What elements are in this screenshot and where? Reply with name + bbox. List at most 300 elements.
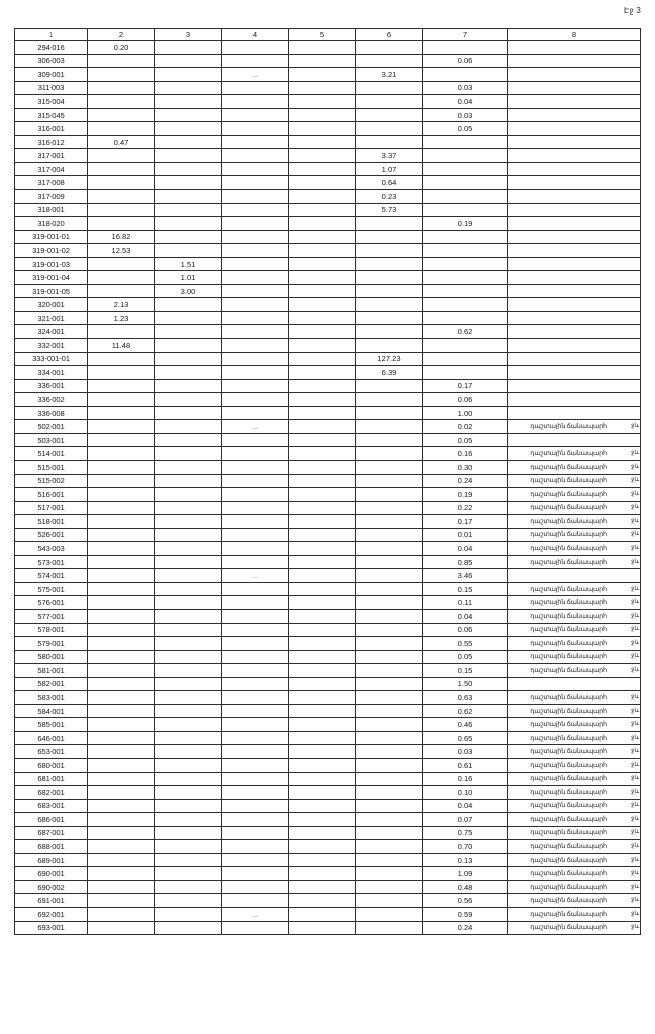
cell-c3	[155, 880, 222, 894]
cell-note	[508, 190, 641, 204]
table-row	[15, 813, 641, 827]
cell-c5	[289, 420, 356, 434]
cell-c2	[88, 867, 155, 881]
cell-c6	[356, 135, 423, 149]
note-tail: ջև	[631, 802, 639, 809]
cell-c7: 0.19	[423, 217, 508, 231]
cell-c6	[356, 677, 423, 691]
table-row	[15, 68, 641, 82]
table-row	[15, 108, 641, 122]
cell-c6	[356, 244, 423, 258]
cell-c3	[155, 664, 222, 678]
cell-c6	[356, 704, 423, 718]
cell-code: 574-001	[15, 569, 88, 583]
table-row	[15, 122, 641, 136]
cell-c3	[155, 758, 222, 772]
cell-code: 693-001	[15, 921, 88, 935]
cell-c4	[222, 162, 289, 176]
table-row	[15, 501, 641, 515]
cell-code: 317-008	[15, 176, 88, 190]
cell-c3	[155, 352, 222, 366]
note-tail: ջև	[631, 490, 639, 497]
table-row	[15, 311, 641, 325]
cell-c5	[289, 54, 356, 68]
cell-note	[508, 122, 641, 136]
cell-c6	[356, 41, 423, 55]
cell-note	[508, 244, 641, 258]
cell-c6	[356, 460, 423, 474]
land-registry-table	[14, 28, 641, 935]
cell-c3	[155, 772, 222, 786]
cell-code: 319-001-01	[15, 230, 88, 244]
cell-c3	[155, 515, 222, 529]
cell-note: դաշտային ճանապարհ ջև	[508, 542, 641, 556]
cell-c5	[289, 528, 356, 542]
cell-c4	[222, 271, 289, 285]
cell-note	[508, 81, 641, 95]
cell-c3	[155, 162, 222, 176]
cell-c5	[289, 190, 356, 204]
cell-c5	[289, 162, 356, 176]
cell-c7	[423, 203, 508, 217]
col-header-2: 2	[88, 29, 155, 41]
cell-note: դաշտային ճանապարհ ջև	[508, 474, 641, 488]
cell-c7: 0.10	[423, 786, 508, 800]
note-tail: ջև	[631, 423, 639, 430]
cell-note: դաշտային ճանապարհ ջև	[508, 528, 641, 542]
cell-code: 503-001	[15, 433, 88, 447]
cell-code: 324-001	[15, 325, 88, 339]
cell-c5	[289, 271, 356, 285]
cell-note	[508, 393, 641, 407]
cell-c7	[423, 284, 508, 298]
cell-code: 680-001	[15, 758, 88, 772]
cell-c3	[155, 81, 222, 95]
cell-c7	[423, 271, 508, 285]
table-row	[15, 555, 641, 569]
cell-c5	[289, 41, 356, 55]
column-number-row	[15, 29, 641, 41]
cell-c7: 0.16	[423, 447, 508, 461]
cell-c2	[88, 68, 155, 82]
table-row	[15, 867, 641, 881]
table-row	[15, 81, 641, 95]
cell-c4	[222, 406, 289, 420]
note-tail: ջև	[631, 761, 639, 768]
cell-c6	[356, 420, 423, 434]
cell-c6	[356, 474, 423, 488]
cell-c2	[88, 623, 155, 637]
cell-c6	[356, 582, 423, 596]
cell-note: դաշտային ճանապարհ ջև	[508, 840, 641, 854]
note-tail: ջև	[631, 558, 639, 565]
cell-c6	[356, 284, 423, 298]
cell-c4: ...	[222, 569, 289, 583]
cell-c3	[155, 908, 222, 922]
cell-c2	[88, 542, 155, 556]
note-tail: ջև	[631, 517, 639, 524]
cell-c7: 0.03	[423, 108, 508, 122]
table-row	[15, 176, 641, 190]
cell-c7: 0.48	[423, 880, 508, 894]
cell-c2	[88, 515, 155, 529]
cell-c3	[155, 582, 222, 596]
cell-c3	[155, 447, 222, 461]
cell-c4	[222, 393, 289, 407]
cell-code: 683-001	[15, 799, 88, 813]
note-tail: ջև	[631, 843, 639, 850]
cell-code: 691-001	[15, 894, 88, 908]
cell-c7: 0.24	[423, 921, 508, 935]
cell-note: դաշտային ճանապարհ ջև	[508, 826, 641, 840]
table-row	[15, 691, 641, 705]
cell-c4	[222, 41, 289, 55]
cell-c4	[222, 704, 289, 718]
cell-c4	[222, 894, 289, 908]
cell-c3	[155, 704, 222, 718]
cell-c2	[88, 433, 155, 447]
cell-c4	[222, 637, 289, 651]
cell-c5	[289, 596, 356, 610]
cell-c7: 0.05	[423, 122, 508, 136]
cell-c5	[289, 379, 356, 393]
cell-c5	[289, 908, 356, 922]
cell-c2	[88, 474, 155, 488]
cell-code: 646-001	[15, 731, 88, 745]
cell-c6	[356, 894, 423, 908]
cell-c2: 0.20	[88, 41, 155, 55]
cell-c3	[155, 244, 222, 258]
cell-code: 687-001	[15, 826, 88, 840]
cell-c4	[222, 54, 289, 68]
cell-note	[508, 352, 641, 366]
cell-code: 584-001	[15, 704, 88, 718]
cell-c4	[222, 108, 289, 122]
cell-c6	[356, 880, 423, 894]
cell-c3	[155, 542, 222, 556]
cell-c4	[222, 867, 289, 881]
table-row	[15, 704, 641, 718]
cell-c3	[155, 203, 222, 217]
cell-code: 333-001-01	[15, 352, 88, 366]
table-row	[15, 162, 641, 176]
cell-c2	[88, 731, 155, 745]
cell-c5	[289, 786, 356, 800]
cell-c5	[289, 352, 356, 366]
cell-code: 573-001	[15, 555, 88, 569]
cell-c7	[423, 352, 508, 366]
col-header-3: 3	[155, 29, 222, 41]
cell-c3	[155, 298, 222, 312]
note-tail: ջև	[631, 504, 639, 511]
cell-c3	[155, 745, 222, 759]
cell-c4	[222, 352, 289, 366]
cell-c5	[289, 718, 356, 732]
cell-c3	[155, 393, 222, 407]
cell-code: 336-002	[15, 393, 88, 407]
cell-code: 576-001	[15, 596, 88, 610]
cell-c4	[222, 813, 289, 827]
cell-c2	[88, 880, 155, 894]
cell-c6	[356, 718, 423, 732]
table-row	[15, 190, 641, 204]
cell-c5	[289, 474, 356, 488]
cell-c4	[222, 311, 289, 325]
cell-c3	[155, 650, 222, 664]
cell-c4	[222, 826, 289, 840]
table-row	[15, 54, 641, 68]
cell-c7: 0.24	[423, 474, 508, 488]
cell-c7: 0.07	[423, 813, 508, 827]
cell-c5	[289, 880, 356, 894]
cell-c3	[155, 501, 222, 515]
cell-c3	[155, 230, 222, 244]
cell-c2	[88, 704, 155, 718]
cell-note: դաշտային ճանապարհ ջև	[508, 880, 641, 894]
cell-c6	[356, 257, 423, 271]
cell-c6	[356, 840, 423, 854]
cell-note: դաշտային ճանապարհ ջև	[508, 515, 641, 529]
cell-c2	[88, 488, 155, 502]
cell-c6	[356, 826, 423, 840]
cell-code: 319-001-02	[15, 244, 88, 258]
cell-c2	[88, 677, 155, 691]
table-row	[15, 135, 641, 149]
cell-c5	[289, 366, 356, 380]
cell-c5	[289, 664, 356, 678]
cell-c7: 0.65	[423, 731, 508, 745]
cell-c2	[88, 894, 155, 908]
cell-c2	[88, 664, 155, 678]
cell-c5	[289, 68, 356, 82]
cell-c5	[289, 826, 356, 840]
note-tail: ջև	[631, 599, 639, 606]
cell-c5	[289, 311, 356, 325]
cell-c6	[356, 501, 423, 515]
table-row	[15, 840, 641, 854]
cell-note	[508, 366, 641, 380]
cell-note: դաշտային ճանապարհ ջև	[508, 731, 641, 745]
cell-c3	[155, 691, 222, 705]
table-row	[15, 244, 641, 258]
cell-c3	[155, 311, 222, 325]
cell-c4	[222, 582, 289, 596]
table-row	[15, 366, 641, 380]
cell-c6: 3.37	[356, 149, 423, 163]
cell-note	[508, 271, 641, 285]
table-row	[15, 325, 641, 339]
cell-c2	[88, 190, 155, 204]
cell-c7	[423, 68, 508, 82]
cell-note: դաշտային ճանապարհ ջև	[508, 718, 641, 732]
cell-c4	[222, 230, 289, 244]
cell-c6: 0.64	[356, 176, 423, 190]
cell-c5	[289, 244, 356, 258]
cell-c2	[88, 501, 155, 515]
cell-code: 319-001-03	[15, 257, 88, 271]
cell-c2	[88, 352, 155, 366]
table-row	[15, 149, 641, 163]
cell-c5	[289, 406, 356, 420]
cell-c3	[155, 528, 222, 542]
cell-c4: ...	[222, 420, 289, 434]
cell-c5	[289, 257, 356, 271]
cell-c3	[155, 921, 222, 935]
cell-c6: 1.07	[356, 162, 423, 176]
cell-c7: 0.11	[423, 596, 508, 610]
cell-code: 582-001	[15, 677, 88, 691]
cell-note	[508, 68, 641, 82]
cell-c6	[356, 921, 423, 935]
cell-c3	[155, 176, 222, 190]
cell-note	[508, 176, 641, 190]
cell-c7: 0.06	[423, 54, 508, 68]
cell-code: 518-001	[15, 515, 88, 529]
cell-c5	[289, 298, 356, 312]
cell-c2	[88, 772, 155, 786]
table-row	[15, 515, 641, 529]
table-row	[15, 921, 641, 935]
cell-c5	[289, 569, 356, 583]
cell-c7	[423, 190, 508, 204]
cell-c4	[222, 758, 289, 772]
cell-c3	[155, 488, 222, 502]
cell-c4	[222, 257, 289, 271]
cell-c6	[356, 515, 423, 529]
cell-c2	[88, 284, 155, 298]
cell-c6	[356, 325, 423, 339]
cell-c6	[356, 339, 423, 353]
cell-c5	[289, 637, 356, 651]
note-tail: ջև	[631, 545, 639, 551]
cell-code: 306-003	[15, 54, 88, 68]
cell-c5	[289, 393, 356, 407]
cell-c7: 3.46	[423, 569, 508, 583]
note-tail: ջև	[631, 531, 639, 538]
cell-code: 334-001	[15, 366, 88, 380]
note-tail: ջև	[631, 910, 639, 917]
cell-code: 688-001	[15, 840, 88, 854]
cell-c7	[423, 339, 508, 353]
cell-code: 692-001	[15, 908, 88, 922]
cell-c7: 0.62	[423, 704, 508, 718]
cell-code: 515-001	[15, 460, 88, 474]
note-tail: ջև	[631, 639, 639, 646]
cell-note	[508, 284, 641, 298]
cell-note	[508, 311, 641, 325]
cell-c4	[222, 379, 289, 393]
col-header-1: 1	[15, 29, 88, 41]
cell-code: 682-001	[15, 786, 88, 800]
cell-c5	[289, 853, 356, 867]
cell-note	[508, 217, 641, 231]
cell-c5	[289, 81, 356, 95]
cell-c5	[289, 217, 356, 231]
cell-c7: 0.04	[423, 609, 508, 623]
cell-c5	[289, 230, 356, 244]
cell-c7: 0.22	[423, 501, 508, 515]
cell-c7	[423, 162, 508, 176]
cell-note	[508, 379, 641, 393]
cell-c5	[289, 501, 356, 515]
table-row	[15, 758, 641, 772]
cell-c6	[356, 569, 423, 583]
cell-c2	[88, 582, 155, 596]
cell-c2	[88, 406, 155, 420]
cell-code: 690-001	[15, 867, 88, 881]
cell-c6	[356, 406, 423, 420]
cell-c6: 3.21	[356, 68, 423, 82]
cell-note: դաշտային ճանապարհ ջև	[508, 555, 641, 569]
note-tail: ջև	[631, 463, 639, 470]
cell-c5	[289, 840, 356, 854]
table-row	[15, 664, 641, 678]
cell-c3: 1.01	[155, 271, 222, 285]
cell-c7	[423, 135, 508, 149]
cell-note	[508, 108, 641, 122]
cell-c3	[155, 190, 222, 204]
cell-note	[508, 257, 641, 271]
cell-c4	[222, 786, 289, 800]
cell-c5	[289, 284, 356, 298]
note-tail: ջև	[631, 707, 639, 714]
cell-c7	[423, 41, 508, 55]
cell-c6	[356, 311, 423, 325]
cell-c6	[356, 488, 423, 502]
cell-note: դաշտային ճանապարհ ջև	[508, 853, 641, 867]
note-tail: ջև	[631, 585, 639, 592]
table-row	[15, 677, 641, 691]
cell-c5	[289, 745, 356, 759]
cell-code: 320-001	[15, 298, 88, 312]
cell-c6	[356, 731, 423, 745]
cell-c6	[356, 217, 423, 231]
cell-c3	[155, 406, 222, 420]
cell-c5	[289, 799, 356, 813]
cell-c7: 0.61	[423, 758, 508, 772]
cell-c2	[88, 217, 155, 231]
table-row	[15, 460, 641, 474]
cell-note	[508, 54, 641, 68]
cell-c2	[88, 609, 155, 623]
cell-c5	[289, 677, 356, 691]
cell-c4	[222, 664, 289, 678]
cell-c2	[88, 95, 155, 109]
cell-c6	[356, 108, 423, 122]
cell-c4	[222, 555, 289, 569]
cell-c7: 0.06	[423, 623, 508, 637]
cell-code: 585-001	[15, 718, 88, 732]
cell-c4	[222, 217, 289, 231]
table-row	[15, 772, 641, 786]
cell-note: դաշտային ճանապարհ ջև	[508, 488, 641, 502]
note-tail: ջև	[631, 815, 639, 822]
cell-c4	[222, 718, 289, 732]
note-tail: ջև	[631, 870, 639, 877]
note-tail: ջև	[631, 829, 639, 836]
cell-c4	[222, 149, 289, 163]
cell-c3	[155, 366, 222, 380]
cell-c4	[222, 135, 289, 149]
cell-code: 316-001	[15, 122, 88, 136]
cell-code: 653-001	[15, 745, 88, 759]
cell-c2	[88, 786, 155, 800]
cell-c3	[155, 813, 222, 827]
cell-c6	[356, 772, 423, 786]
cell-c6	[356, 298, 423, 312]
cell-c5	[289, 867, 356, 881]
table-row	[15, 488, 641, 502]
